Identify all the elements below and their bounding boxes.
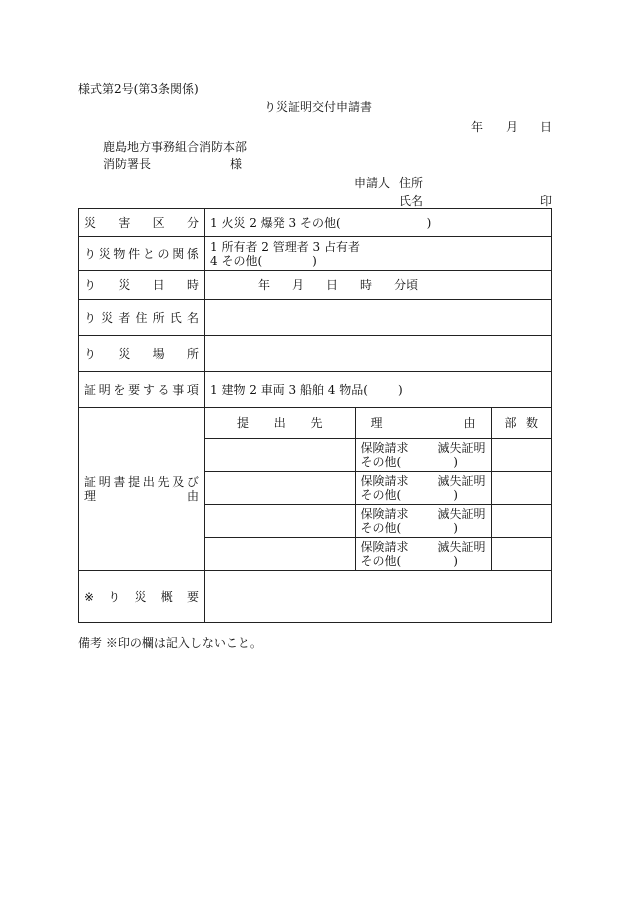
submission-label: 証 明 書 提 出 先 及 び 理 由 bbox=[79, 408, 205, 571]
copies-cell[interactable] bbox=[491, 537, 551, 570]
form-number: 様式第2号(第3条関係) bbox=[78, 82, 199, 96]
dest-cell[interactable] bbox=[205, 504, 355, 537]
reason-cell[interactable]: 保険請求 滅失証明 その他( ) bbox=[355, 504, 491, 537]
submission-entry-row bbox=[205, 537, 551, 570]
datetime-value[interactable]: 年 月 日 時 分頃 bbox=[205, 271, 552, 300]
row-relation bbox=[79, 237, 552, 271]
dest-cell[interactable] bbox=[205, 438, 355, 471]
addressee-organization: 鹿島地方事務組合消防本部 bbox=[103, 140, 248, 154]
relation-label: り 災 物 件 と の 関 係 bbox=[79, 237, 205, 271]
place-value[interactable] bbox=[205, 336, 552, 372]
row-submission bbox=[79, 408, 552, 571]
reason-header: 理 由 bbox=[355, 408, 491, 438]
row-datetime bbox=[79, 271, 552, 300]
copies-cell[interactable] bbox=[491, 438, 551, 471]
date-month-label: 月 bbox=[506, 120, 519, 134]
summary-value bbox=[205, 571, 552, 623]
matter-label: 証 明 を 要 す る 事 項 bbox=[79, 372, 205, 408]
relation-value[interactable]: 1 所有者 2 管理者 3 占有者 4 その他( ) bbox=[205, 237, 552, 271]
dest-cell[interactable] bbox=[205, 537, 355, 570]
reason-cell[interactable]: 保険請求 滅失証明 その他( ) bbox=[355, 471, 491, 504]
honorific: 様 bbox=[230, 157, 243, 171]
matter-value[interactable]: 1 建物 2 車両 3 船舶 4 物品( ) bbox=[205, 372, 552, 408]
damage-class-value[interactable]: 1 火災 2 爆発 3 その他( ) bbox=[205, 209, 552, 237]
address-label: 住所 bbox=[399, 176, 424, 190]
submission-entry-row bbox=[205, 471, 551, 504]
row-summary bbox=[79, 571, 552, 623]
submission-subtable-cell bbox=[205, 408, 552, 571]
footer-note: 備考 ※印の欄は記入しないこと。 bbox=[78, 636, 262, 650]
victim-value[interactable] bbox=[205, 300, 552, 336]
victim-label: り 災 者 住 所 氏 名 bbox=[79, 300, 205, 336]
row-victim bbox=[79, 300, 552, 336]
application-form-table bbox=[78, 208, 552, 623]
damage-class-label: 災 害 区 分 bbox=[79, 209, 205, 237]
seal-label: 印 bbox=[540, 194, 553, 208]
row-place bbox=[79, 336, 552, 372]
reason-cell[interactable]: 保険請求 滅失証明 その他( ) bbox=[355, 438, 491, 471]
submission-header-row bbox=[205, 408, 551, 438]
form-title: り災証明交付申請書 bbox=[264, 100, 373, 114]
copies-cell[interactable] bbox=[491, 504, 551, 537]
summary-label: ※ り 災 概 要 bbox=[79, 571, 205, 623]
addressee-title: 消防署長 bbox=[103, 157, 152, 171]
dest-header: 提 出 先 bbox=[205, 408, 355, 438]
date-day-label: 日 bbox=[540, 120, 553, 134]
reason-cell[interactable]: 保険請求 滅失証明 その他( ) bbox=[355, 537, 491, 570]
date-year-label: 年 bbox=[471, 120, 484, 134]
submission-entry-row bbox=[205, 438, 551, 471]
submission-entry-row bbox=[205, 504, 551, 537]
copies-cell[interactable] bbox=[491, 471, 551, 504]
name-label: 氏名 bbox=[399, 194, 424, 208]
applicant-label: 申請人 bbox=[354, 176, 391, 190]
copies-header: 部 数 bbox=[491, 408, 551, 438]
submission-subtable bbox=[205, 408, 551, 570]
place-label: り 災 場 所 bbox=[79, 336, 205, 372]
dest-cell[interactable] bbox=[205, 471, 355, 504]
datetime-label: り 災 日 時 bbox=[79, 271, 205, 300]
row-damage-class bbox=[79, 209, 552, 237]
row-matter bbox=[79, 372, 552, 408]
